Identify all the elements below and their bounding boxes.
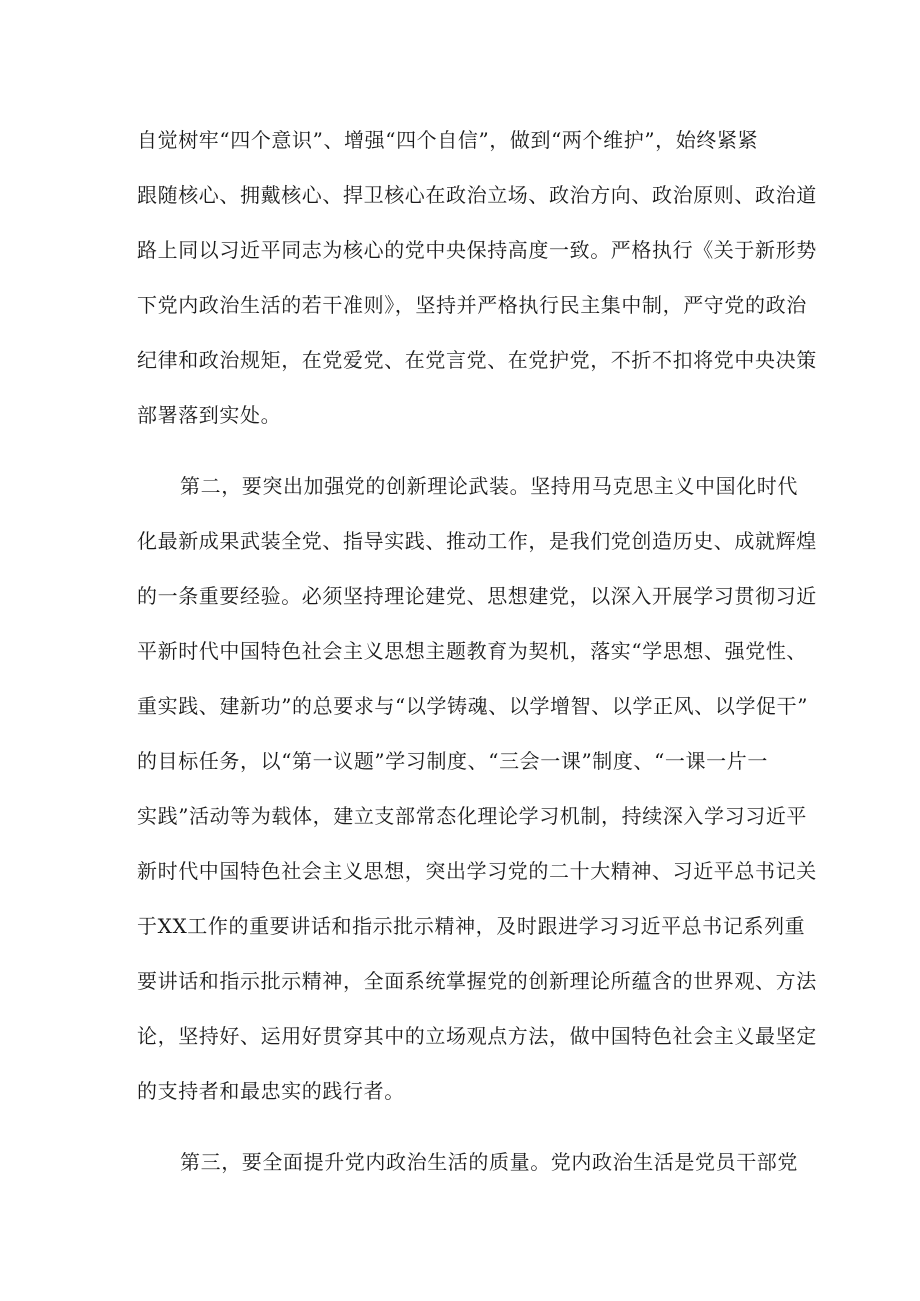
text-line: 跟随核心、拥戴核心、捍卫核心在政治立场、政治方向、政治原则、政治道 — [137, 183, 817, 207]
text-line: 重实践、建新功”的总要求与“以学铸魂、以学增智、以学正风、以学促干” — [137, 694, 809, 718]
text-line: 实践”活动等为载体，建立支部常态化理论学习机制，持续深入学习习近平 — [137, 804, 808, 828]
text-line: 部署落到实处。 — [137, 403, 282, 427]
text-line: 第二，要突出加强党的创新理论武装。坚持用马克思主义中国化时代 — [180, 474, 798, 498]
text-line: 路上同以习近平同志为核心的党中央保持高度一致。严格执行《关于新形势 — [137, 238, 817, 262]
text-line: 自觉树牢“四个意识”、增强“四个自信”，做到“两个维护”，始终紧紧 — [137, 128, 759, 152]
text-line: 下党内政治生活的若干准则》，坚持并严格执行民主集中制，严守党的政治 — [137, 293, 807, 317]
text-line: 第三，要全面提升党内政治生活的质量。党内政治生活是党员干部党 — [180, 1150, 798, 1174]
text-line: 新时代中国特色社会主义思想，突出学习党的二十大精神、习近平总书记关 — [137, 859, 817, 883]
text-line: 的一条重要经验。必须坚持理论建党、思想建党，以深入开展学习贯彻习近 — [137, 584, 817, 608]
text-line: 于XX工作的重要讲话和指示批示精神，及时跟进学习习近平总书记系列重 — [137, 914, 806, 938]
text-line: 纪律和政治规矩，在党爱党、在党言党、在党护党，不折不扣将党中央决策 — [137, 348, 817, 372]
text-line: 的支持者和最忠实的践行者。 — [137, 1079, 405, 1103]
text-line: 化最新成果武装全党、指导实践、推动工作，是我们党创造历史、成就辉煌 — [137, 529, 817, 553]
text-line: 平新时代中国特色社会主义思想主题教育为契机，落实“学思想、强党性、 — [137, 639, 808, 663]
text-line: 要讲话和指示批示精神，全面系统掌握党的创新理论所蕴含的世界观、方法 — [137, 969, 817, 993]
text-line: 论，坚持好、运用好贯穿其中的立场观点方法，做中国特色社会主义最坚定 — [137, 1024, 817, 1048]
text-line: 的目标任务，以“第一议题”学习制度、“三会一课”制度、“一课一片一 — [137, 749, 768, 773]
